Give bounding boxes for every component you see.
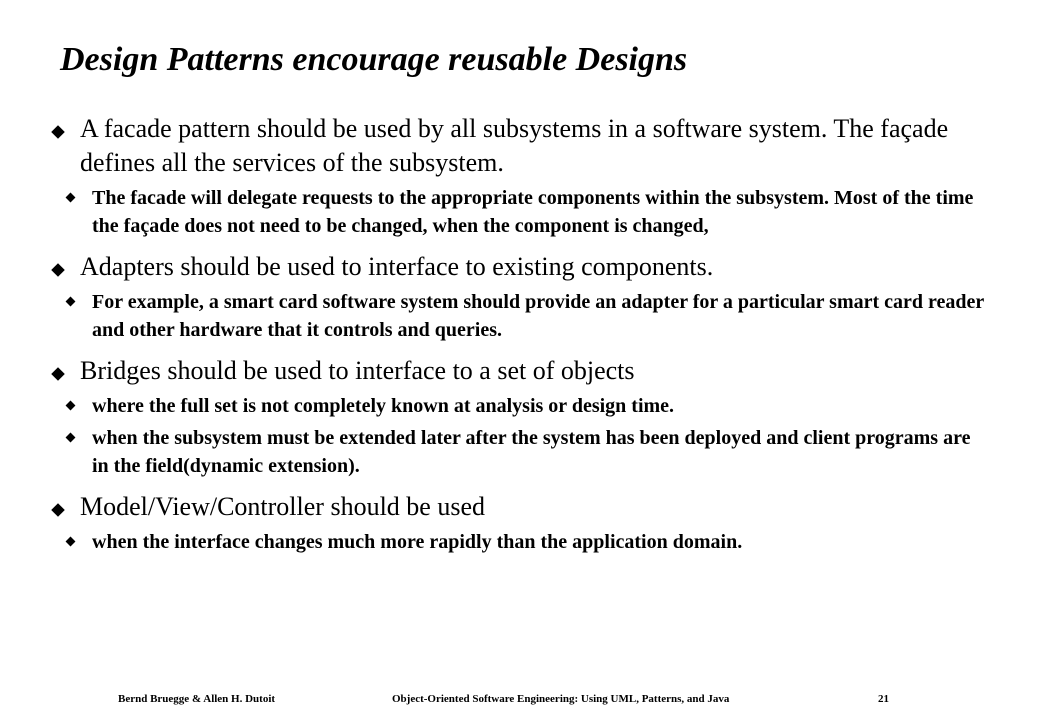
sub-bullet-list [50, 184, 990, 240]
sub-bullet [50, 288, 990, 344]
small-diamond-bullet-icon [66, 433, 76, 443]
main-bullet [50, 250, 990, 284]
bullet-block-mvc [50, 490, 990, 556]
diamond-bullet-icon [51, 263, 65, 277]
bullet-text: Bridges should be used to interface to a set of objects [80, 356, 635, 385]
sub-bullet [50, 392, 990, 420]
sub-bullet [50, 184, 990, 240]
bullet-text: A facade pattern should be used by all subsystems in a software system. The façade defines all the services of the subsystem. [80, 114, 949, 177]
sub-bullet-text: when the subsystem must be extended later after the system has been deployed and client programs are in the field(dynamic extension). [92, 427, 971, 477]
sub-bullet [50, 528, 990, 556]
sub-bullet-list [50, 528, 990, 556]
slide-title: Design Patterns encourage reusable Designs [60, 41, 688, 78]
main-bullet [50, 354, 990, 388]
bullet-text: Model/View/Controller should be used [80, 492, 485, 521]
sub-bullet [50, 424, 990, 480]
diamond-bullet-icon [51, 125, 65, 139]
bullet-text: Adapters should be used to interface to existing components. [80, 252, 714, 281]
bullet-block-bridges [50, 354, 990, 480]
small-diamond-bullet-icon [66, 401, 76, 411]
main-bullet [50, 112, 990, 180]
small-diamond-bullet-icon [66, 537, 76, 547]
sub-bullet-list [50, 288, 990, 344]
small-diamond-bullet-icon [66, 297, 76, 307]
bullet-block-facade [50, 112, 990, 240]
footer-page-number: 21 [878, 693, 889, 705]
small-diamond-bullet-icon [66, 193, 76, 203]
bullet-block-adapters [50, 250, 990, 344]
diamond-bullet-icon [51, 503, 65, 517]
sub-bullet-text: when the interface changes much more rapidly than the application domain. [92, 531, 743, 553]
footer-authors: Bernd Bruegge & Allen H. Dutoit [118, 693, 276, 705]
bullet-list [50, 112, 990, 566]
sub-bullet-text: where the full set is not completely known at analysis or design time. [92, 395, 675, 417]
diamond-bullet-icon [51, 367, 65, 381]
sub-bullet-text: The facade will delegate requests to the appropriate components within the subsystem. Most of the time the façade does not need to be changed, when the component is changed, [92, 187, 974, 237]
sub-bullet-list [50, 392, 990, 480]
main-bullet [50, 490, 990, 524]
footer-book-title: Object-Oriented Software Engineering: Using UML, Patterns, and Java [392, 693, 730, 705]
sub-bullet-text: For example, a smart card software system should provide an adapter for a particular smart card reader and other hardware that it controls and queries. [92, 291, 984, 341]
